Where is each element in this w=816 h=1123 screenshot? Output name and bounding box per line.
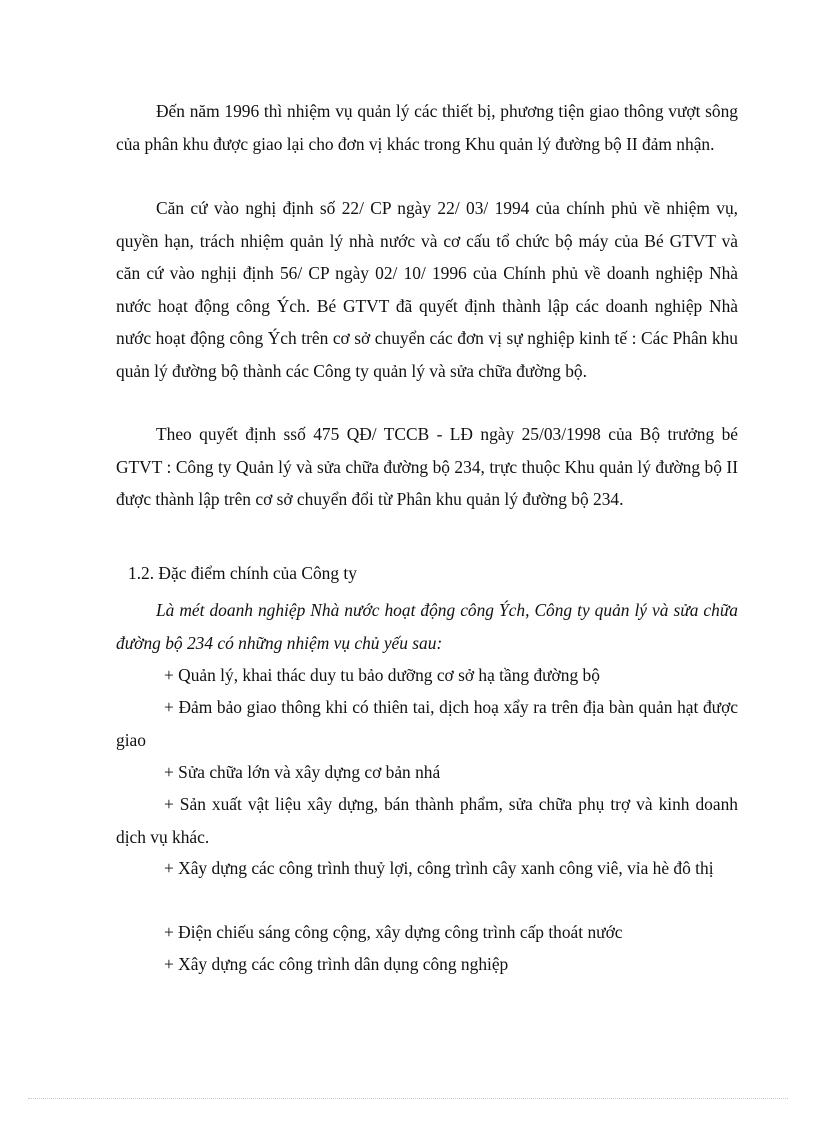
task-item: + Đảm bảo giao thông khi có thiên tai, dịch hoạ xẩy ra trên địa bàn quản hạt được giao [116, 697, 738, 750]
intro-paragraph: Là mét doanh nghiệp Nhà nước hoạt động công Ých, Công ty quản lý và sửa chữa đường bộ 234 có những nhiệm vụ chủ yếu sau: [116, 600, 738, 653]
paragraph-1: Đến năm 1996 thì nhiệm vụ quản lý các thiết bị, phương tiện giao thông vượt sông của phân khu được giao lại cho đơn vị khác trong Khu quản lý đường bộ II đảm nhận. [116, 101, 738, 154]
paragraph-2: Căn cứ vào nghị định số 22/ CP ngày 22/ 03/ 1994 của chính phủ về nhiệm vụ, quyền hạn, trách nhiệm quản lý nhà nước và cơ cấu tổ chức bộ máy của Bé GTVT và căn cứ vào nghịi định 56/ CP ngày 02/ 10/ 1996 của Chính phủ về doanh nghiệp Nhà nước hoạt động công Ých. Bé GTVT đã quyết định thành lập các doanh nghiệp Nhà nước hoạt động công Ých trên cơ sở chuyển các đơn vị sự nghiệp kinh tế : Các Phân khu quản lý đường bộ thành các Công ty quản lý và sửa chữa đường bộ. [116, 198, 738, 381]
task-item: + Sản xuất vật liệu xây dựng, bán thành phẩm, sửa chữa phụ trợ và kinh doanh dịch vụ khác. [116, 794, 738, 847]
page-bottom-divider [28, 1098, 788, 1099]
paragraph-3: Theo quyết định ssố 475 QĐ/ TCCB - LĐ ngày 25/03/1998 của Bộ trưởng bé GTVT : Công ty Quản lý và sửa chữa đường bộ 234, trực thuộc Khu quản lý đường bộ II được thành lập trên cơ sở chuyển đổi từ Phân khu quản lý đường bộ 234. [116, 424, 738, 509]
task-item: + Điện chiếu sáng công cộng, xây dựng công trình cấp thoát nước [164, 922, 623, 942]
section-heading: 1.2. Đặc điểm chính của Công ty [128, 563, 357, 583]
task-item: + Xây dựng các công trình dân dụng công nghiệp [164, 954, 509, 974]
task-item: + Quản lý, khai thác duy tu bảo dưỡng cơ sở hạ tầng đường bộ [164, 665, 600, 685]
task-item: + Xây dựng các công trình thuỷ lợi, công trình cây xanh công viê, vỉa hè đô thị [164, 858, 714, 878]
task-item: + Sửa chữa lớn và xây dựng cơ bản nhá [164, 762, 441, 782]
